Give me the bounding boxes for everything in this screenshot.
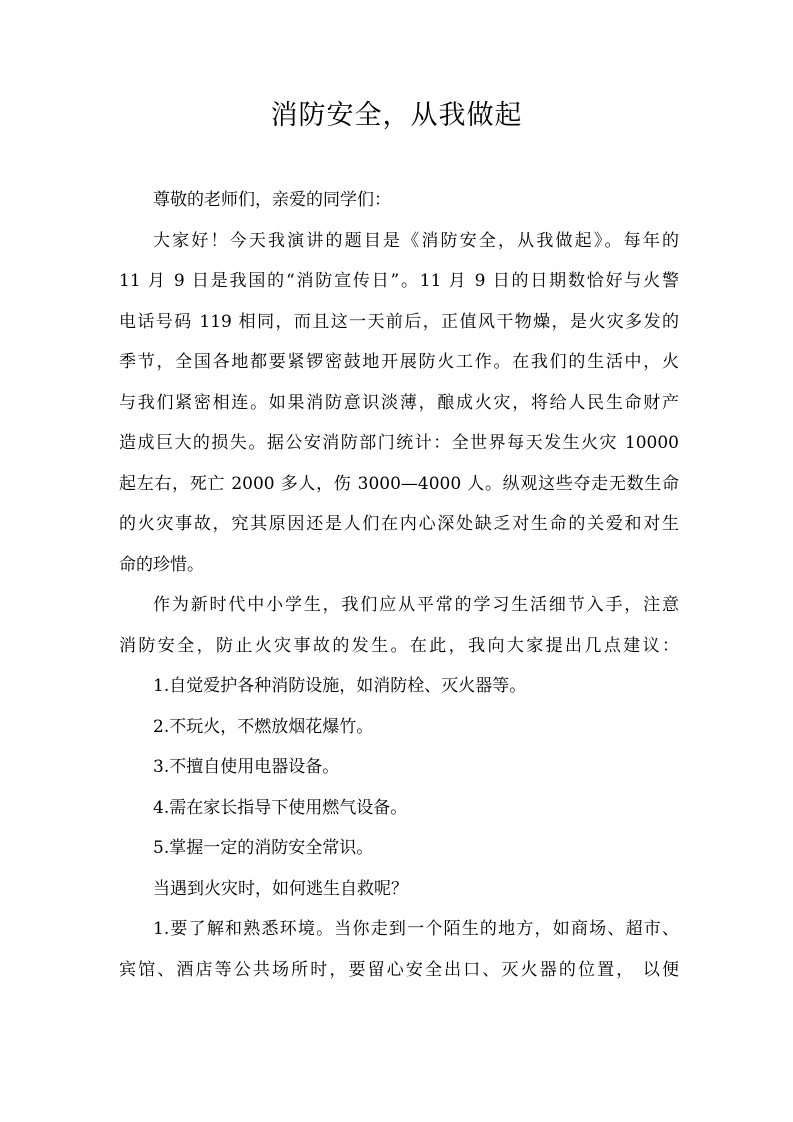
- intro-line-2: 11 月 9 日是我国的“消防宣传日”。11 月 9 日的日期数恰好与火警: [119, 271, 679, 291]
- student-line-2: 消防安全，防止火灾事故的发生。在此，我向大家提出几点建议：: [119, 635, 679, 656]
- intro-line-9: 命的珍惜。: [119, 554, 204, 575]
- list-item: 4.需在家长指导下使用燃气设备。: [153, 797, 408, 818]
- intro-line-1: 大家好！今天我演讲的题目是《消防安全，从我做起》。每年的: [153, 230, 679, 251]
- intro-line-6: 造成巨大的损失。据公安消防部门统计：全世界每天发生火灾 10000: [119, 433, 679, 453]
- escape-question: 当遇到火灾时，如何逃生自救呢？: [153, 878, 408, 899]
- list-item: 2.不玩火，不燃放烟花爆竹。: [153, 716, 374, 737]
- intro-line-4: 季节，全国各地都要紧锣密鼓地开展防火工作。在我们的生活中，火: [119, 352, 679, 372]
- student-line-1: 作为新时代中小学生，我们应从平常的学习生活细节入手，注意: [153, 595, 679, 615]
- greeting-line: 尊敬的老师们，亲爱的同学们：: [153, 190, 391, 210]
- list-item: 1.自觉爱护各种消防设施，如消防栓、灭火器等。: [153, 676, 527, 696]
- intro-paragraph: [119, 221, 679, 586]
- escape-line-1: 1.要了解和熟悉环境。当你走到一个陌生的地方，如商场、超市、: [153, 919, 679, 939]
- intro-line-7: 起左右，死亡 2000 多人，伤 3000—4000 人。纵观这些夺走无数生命: [119, 473, 679, 494]
- student-paragraph: [119, 585, 679, 666]
- intro-line-3: 电话号码 119 相同，而且这一天前后，正值风干物燥，是火灾多发的: [119, 311, 679, 332]
- intro-line-5: 与我们紧密相连。如果消防意识淡薄，酿成火灾，将给人民生命财产: [119, 392, 679, 413]
- escape-paragraph: [119, 909, 679, 990]
- document-body: [119, 180, 679, 990]
- list-item: 5.掌握一定的消防安全常识。: [153, 838, 374, 858]
- list-item: 3.不擅自使用电器设备。: [153, 757, 340, 777]
- escape-line-2: 宾馆、酒店等公共场所时，要留心安全出口、灭火器的位置， 以便: [119, 959, 679, 980]
- document-title: 消防安全，从我做起: [270, 100, 523, 131]
- intro-line-8: 的火灾事故，究其原因还是人们在内心深处缺乏对生命的关爱和对生: [119, 514, 679, 534]
- suggestions-list: [119, 666, 679, 869]
